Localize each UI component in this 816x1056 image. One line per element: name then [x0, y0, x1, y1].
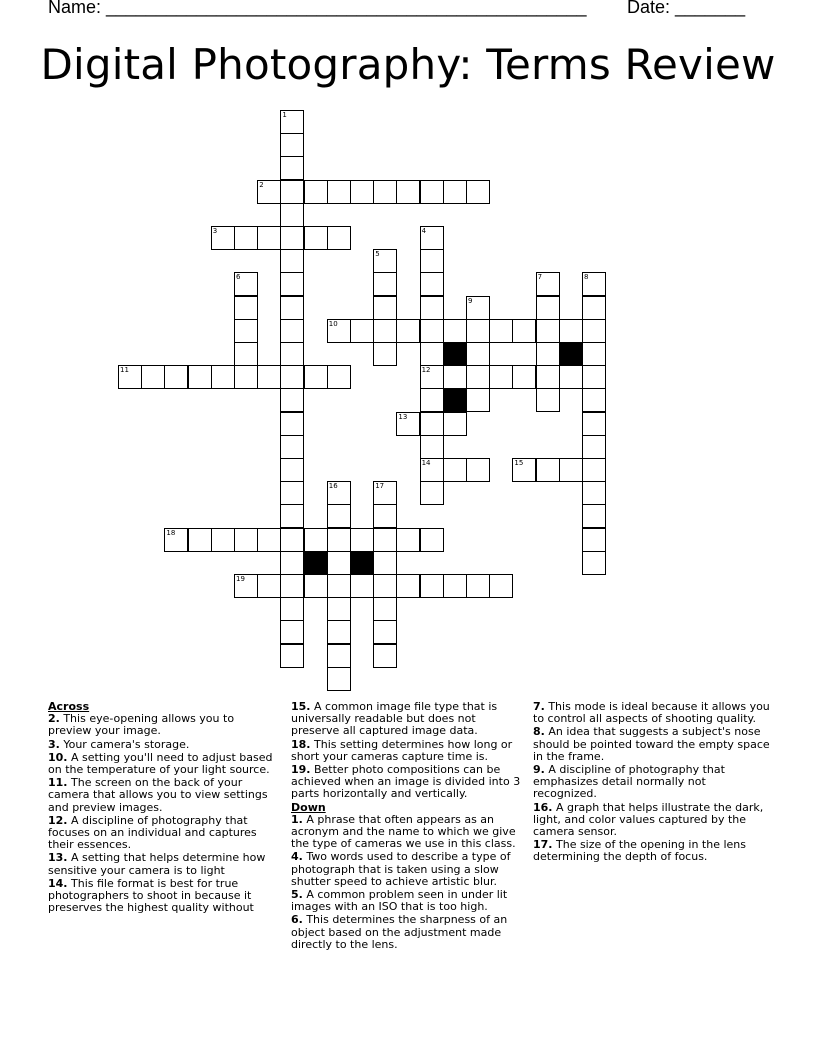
- crossword-cell[interactable]: [559, 319, 583, 343]
- crossword-cell[interactable]: [373, 551, 397, 575]
- crossword-cell[interactable]: [559, 458, 583, 482]
- crossword-cell[interactable]: [280, 365, 304, 389]
- crossword-cell[interactable]: [396, 528, 420, 552]
- crossword-cell[interactable]: [420, 342, 444, 366]
- clue-number: 16: [328, 482, 338, 491]
- crossword-cell[interactable]: [234, 342, 258, 366]
- crossword-cell[interactable]: [350, 319, 374, 343]
- clue-item: [533, 839, 771, 863]
- clue-number-label: 6.: [291, 913, 303, 927]
- clue-item: [291, 814, 527, 851]
- crossword-cell[interactable]: [582, 319, 606, 343]
- crossword-cell[interactable]: [327, 528, 351, 552]
- crossword-cell[interactable]: [280, 620, 304, 644]
- clue-number: 13: [398, 412, 408, 421]
- across-heading: Across: [48, 700, 90, 713]
- crossword-cell[interactable]: [257, 574, 281, 598]
- clue-number-label: 18.: [291, 737, 311, 751]
- crossword-cell[interactable]: [327, 551, 351, 575]
- crossword-cell[interactable]: [327, 226, 351, 250]
- crossword-cell[interactable]: [582, 551, 606, 575]
- clue-text: A setting that helps determine how sensitive your camera is to light: [48, 851, 266, 877]
- crossword-cell[interactable]: [420, 272, 444, 296]
- crossword-cell[interactable]: [582, 412, 606, 436]
- clues-column-3: [533, 701, 771, 865]
- crossword-cell[interactable]: [536, 365, 560, 389]
- clue-number: 5: [375, 250, 380, 259]
- clue-item: [291, 701, 527, 738]
- clue-number-label: 7.: [533, 700, 545, 713]
- clue-item: [48, 777, 280, 814]
- crossword-cell[interactable]: [536, 296, 560, 320]
- clue-text: A phrase that often appears as an acronym and the name to which we give the type of cameras we use in this class.: [291, 812, 516, 851]
- crossword-cell[interactable]: [327, 597, 351, 621]
- crossword-cell[interactable]: [257, 365, 281, 389]
- crossword-cell[interactable]: [443, 574, 467, 598]
- crossword-cell[interactable]: [164, 365, 188, 389]
- crossword-cell[interactable]: [420, 388, 444, 412]
- crossword-cell[interactable]: [466, 574, 490, 598]
- clue-number-label: 14.: [48, 876, 68, 890]
- crossword-cell[interactable]: [234, 226, 258, 250]
- crossword-cell[interactable]: [304, 528, 328, 552]
- crossword-cell[interactable]: [582, 458, 606, 482]
- crossword-cell[interactable]: [582, 342, 606, 366]
- clue-number-label: 3.: [48, 737, 60, 751]
- clue-number-label: 17.: [533, 838, 553, 852]
- clue-item: [533, 764, 771, 801]
- clue-text: A setting you'll need to adjust based on the temperature of your light source.: [48, 750, 273, 777]
- crossword-cell[interactable]: [466, 388, 490, 412]
- clue-number-label: 10.: [48, 750, 68, 764]
- clue-number-label: 11.: [48, 776, 68, 790]
- crossword-cell[interactable]: [280, 203, 304, 227]
- clue-item: [291, 889, 527, 913]
- crossword-cell[interactable]: [489, 319, 513, 343]
- clues-column-2: [291, 701, 527, 952]
- clue-item: [291, 764, 527, 801]
- crossword-cell[interactable]: [582, 388, 606, 412]
- clue-item: [48, 815, 280, 852]
- crossword-cell[interactable]: [327, 365, 351, 389]
- clue-item: [48, 852, 280, 876]
- crossword-cell[interactable]: [350, 180, 374, 204]
- down-clue-list-continued: [533, 701, 771, 864]
- clue-number: 2: [259, 180, 264, 189]
- crossword-block: [304, 551, 328, 575]
- crossword-cell[interactable]: [327, 504, 351, 528]
- crossword-cell[interactable]: [280, 597, 304, 621]
- clue-number: 10: [328, 319, 338, 328]
- clue-number: 19: [236, 575, 245, 583]
- crossword-cell[interactable]: [420, 180, 444, 204]
- clue-item: [533, 802, 771, 839]
- crossword-cell[interactable]: [466, 319, 490, 343]
- clue-text: A graph that helps illustrate the dark, light, and color values captured by the camera sensor.: [533, 800, 764, 839]
- crossword-cell[interactable]: [280, 226, 304, 250]
- crossword-cell[interactable]: [443, 319, 467, 343]
- crossword-cell[interactable]: [234, 365, 258, 389]
- crossword-cell[interactable]: [280, 574, 304, 598]
- crossword-cell[interactable]: [280, 180, 304, 204]
- crossword-cell[interactable]: [373, 319, 397, 343]
- crossword-cell[interactable]: [280, 481, 304, 505]
- crossword-cell[interactable]: [512, 365, 536, 389]
- crossword-cell[interactable]: [443, 458, 467, 482]
- crossword-cell[interactable]: [582, 528, 606, 552]
- clue-number-label: 19.: [291, 763, 311, 777]
- crossword-cell[interactable]: [211, 365, 235, 389]
- clue-number: 18: [166, 528, 176, 537]
- crossword-cell[interactable]: [466, 180, 490, 204]
- clue-number: 7: [537, 273, 543, 282]
- crossword-cell[interactable]: [420, 412, 444, 436]
- crossword-cell[interactable]: [373, 342, 397, 366]
- crossword-cell[interactable]: [373, 574, 397, 598]
- crossword-block: [443, 342, 467, 366]
- clue-item: [291, 851, 527, 888]
- clue-number-label: 12.: [48, 813, 68, 827]
- clue-number: 1: [282, 111, 287, 119]
- clue-text: A common problem seen in under lit images with an ISO that is too high.: [291, 888, 508, 914]
- clue-text: This determines the sharpness of an object based on the adjustment made directly to the lens.: [291, 913, 508, 951]
- crossword-cell[interactable]: [420, 249, 444, 273]
- crossword-cell[interactable]: [304, 574, 328, 598]
- crossword-cell[interactable]: [489, 365, 513, 389]
- clue-text: This setting determines how long or short your cameras capture time is.: [291, 737, 513, 763]
- clue-number-label: 1.: [291, 812, 303, 826]
- crossword-cell[interactable]: [257, 528, 281, 552]
- clue-item: [48, 713, 280, 737]
- clue-item: [291, 739, 527, 763]
- crossword-cell[interactable]: [420, 319, 444, 343]
- crossword-cell[interactable]: [373, 644, 397, 668]
- crossword-cell[interactable]: [582, 365, 606, 389]
- crossword-cell[interactable]: [489, 574, 513, 598]
- crossword-cell[interactable]: [280, 296, 304, 320]
- clue-item: [48, 878, 280, 915]
- clue-number: 3: [212, 227, 218, 235]
- crossword-cell[interactable]: [141, 365, 165, 389]
- clue-item: [291, 914, 527, 951]
- clue-number-label: 5.: [291, 888, 303, 902]
- crossword-cell[interactable]: [536, 342, 560, 366]
- crossword-cell[interactable]: [396, 319, 420, 343]
- across-clue-list-continued: [291, 701, 527, 801]
- crossword-cell[interactable]: [420, 481, 444, 505]
- clue-text: A discipline of photography that emphasizes detail normally not recognized.: [533, 763, 725, 801]
- crossword-cell[interactable]: [582, 435, 606, 459]
- across-clue-list: [48, 713, 280, 914]
- crossword-cell[interactable]: [280, 644, 304, 668]
- clue-text: The screen on the back of your camera that allows you to view settings and preview images.: [48, 776, 268, 814]
- crossword-block: [350, 551, 374, 575]
- clue-item: [48, 739, 280, 751]
- crossword-cell[interactable]: [304, 365, 328, 389]
- crossword-cell[interactable]: [327, 667, 351, 691]
- clue-number-label: 2.: [48, 712, 60, 726]
- crossword-cell[interactable]: [536, 388, 560, 412]
- crossword-cell[interactable]: [420, 574, 444, 598]
- clue-number: 4: [421, 227, 427, 235]
- crossword-cell[interactable]: [234, 319, 258, 343]
- clue-text: This eye-opening allows you to preview your image.: [48, 712, 235, 738]
- crossword-cell[interactable]: [512, 319, 536, 343]
- crossword-block: [443, 388, 467, 412]
- clue-text: The size of the opening in the lens determining the depth of focus.: [533, 838, 746, 864]
- clue-number: 8: [584, 273, 589, 282]
- crossword-cell[interactable]: [373, 620, 397, 644]
- crossword-cell[interactable]: [234, 296, 258, 320]
- crossword-cell[interactable]: [188, 365, 212, 389]
- clue-item: [48, 752, 280, 776]
- crossword-cell[interactable]: [280, 133, 304, 157]
- crossword-cell[interactable]: [536, 458, 560, 482]
- crossword-cell[interactable]: [559, 365, 583, 389]
- clue-item: [533, 726, 771, 763]
- crossword-cell[interactable]: [373, 504, 397, 528]
- crossword-cell[interactable]: [443, 412, 467, 436]
- crossword-cell[interactable]: [257, 226, 281, 250]
- crossword-cell[interactable]: [466, 365, 490, 389]
- clue-number-label: 4.: [291, 850, 303, 864]
- crossword-cell[interactable]: [234, 528, 258, 552]
- down-heading: Down: [291, 800, 326, 814]
- crossword-cell[interactable]: [582, 504, 606, 528]
- clue-text: Your camera's storage.: [59, 737, 190, 751]
- crossword-cell[interactable]: [582, 481, 606, 505]
- clue-item: [533, 701, 771, 725]
- crossword-cell[interactable]: [373, 597, 397, 621]
- clue-number-label: 15.: [291, 700, 311, 713]
- clue-number: 15: [514, 459, 524, 467]
- crossword-cell[interactable]: [280, 388, 304, 412]
- name-field[interactable]: Name: ________________________________________________: [48, 0, 587, 17]
- crossword-cell[interactable]: [373, 296, 397, 320]
- clue-text: This file format is best for true photographers to shoot in because it preserves the highest quality without: [48, 876, 254, 915]
- clue-number: 9: [468, 296, 473, 305]
- crossword-cell[interactable]: [327, 574, 351, 598]
- crossword-cell[interactable]: [373, 180, 397, 204]
- crossword-cell[interactable]: [280, 272, 304, 296]
- crossword-cell[interactable]: [280, 156, 304, 180]
- crossword-cell[interactable]: [350, 574, 374, 598]
- clue-number: 12: [421, 366, 431, 375]
- date-field[interactable]: Date: _______: [627, 0, 746, 17]
- crossword-cell[interactable]: [466, 342, 490, 366]
- clue-number-label: 8.: [533, 725, 545, 739]
- crossword-cell[interactable]: [373, 528, 397, 552]
- crossword-block: [559, 342, 583, 366]
- crossword-cell[interactable]: [280, 551, 304, 575]
- clue-text: An idea that suggests a subject's nose should be pointed toward the empty space in the frame.: [533, 725, 770, 763]
- clue-text: Two words used to describe a type of photograph that is taken using a slow shutter speed to achieve artistic blur.: [291, 850, 511, 888]
- crossword-cell[interactable]: [420, 435, 444, 459]
- crossword-cell[interactable]: [304, 180, 328, 204]
- crossword-cell[interactable]: [280, 342, 304, 366]
- crossword-cell[interactable]: [327, 180, 351, 204]
- crossword-cell[interactable]: [280, 412, 304, 436]
- crossword-cell[interactable]: [582, 296, 606, 320]
- crossword-cell[interactable]: [536, 319, 560, 343]
- clue-text: A discipline of photography that focuses on an individual and captures their essences.: [48, 813, 257, 852]
- clue-number: 14: [421, 459, 431, 467]
- crossword-cell[interactable]: [280, 458, 304, 482]
- down-clue-list: [291, 814, 527, 951]
- crossword-cell[interactable]: [443, 180, 467, 204]
- crossword-cell[interactable]: [304, 226, 328, 250]
- clue-number: 11: [120, 366, 129, 375]
- crossword-cell[interactable]: [327, 644, 351, 668]
- clue-text: This mode is ideal because it allows you to control all aspects of shooting quality.: [533, 700, 770, 726]
- crossword-cell[interactable]: [188, 528, 212, 552]
- crossword-cell[interactable]: [280, 249, 304, 273]
- clue-text: Better photo compositions can be achieved when an image is divided into 3 parts horizontally and vertically.: [291, 763, 521, 801]
- crossword-cell[interactable]: [396, 574, 420, 598]
- crossword-cell[interactable]: [211, 528, 235, 552]
- crossword-cell[interactable]: [396, 180, 420, 204]
- crossword-cell[interactable]: [420, 296, 444, 320]
- page-title: Digital Photography: Terms Review: [40, 40, 776, 89]
- crossword-cell[interactable]: [443, 365, 467, 389]
- clue-number: 17: [375, 482, 385, 491]
- clue-number-label: 16.: [533, 800, 553, 814]
- crossword-cell[interactable]: [350, 528, 374, 552]
- clue-number-label: 9.: [533, 763, 545, 777]
- crossword-cell[interactable]: [280, 504, 304, 528]
- crossword-cell[interactable]: [420, 528, 444, 552]
- clues-column-1: [48, 701, 280, 915]
- crossword-cell[interactable]: [280, 528, 304, 552]
- crossword-cell[interactable]: [327, 620, 351, 644]
- clue-number-label: 13.: [48, 851, 68, 865]
- crossword-cell[interactable]: [466, 458, 490, 482]
- clue-number: 6: [236, 273, 241, 282]
- clue-text: A common image file type that is universally readable but does not preserve all captured image data.: [291, 700, 498, 738]
- crossword-cell[interactable]: [373, 272, 397, 296]
- crossword-cell[interactable]: [280, 319, 304, 343]
- crossword-cell[interactable]: [280, 435, 304, 459]
